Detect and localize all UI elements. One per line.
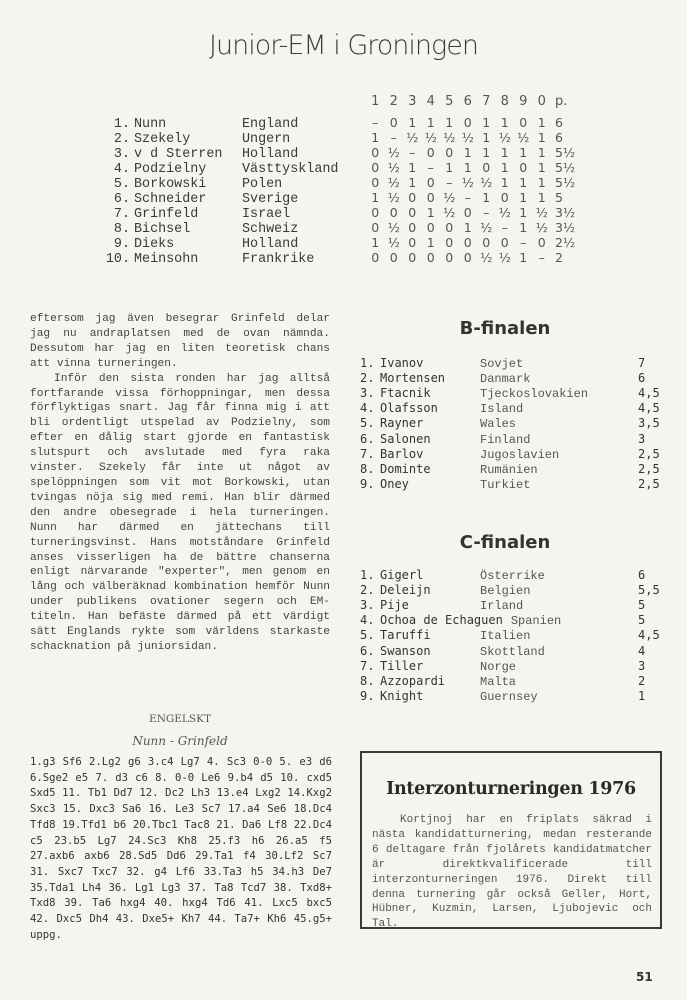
crosstable-column-header: 0 xyxy=(537,94,546,109)
final-country: Rumänien xyxy=(480,462,538,477)
final-rank: 4. xyxy=(360,401,375,416)
result-cell: 1 xyxy=(500,160,509,175)
player-points: 5½ xyxy=(555,160,576,175)
result-cell: ½ xyxy=(535,220,548,235)
result-cell: 1 xyxy=(519,220,528,235)
result-cell: 0 xyxy=(445,145,454,160)
article-paragraph: eftersom jag även besegrar Grinfeld delar jag nu andraplatsen med de ovan nämnda. Dessutom har jag en liten teoretisk chans att vinna turneringen. xyxy=(30,313,330,370)
result-cell: – xyxy=(483,205,490,220)
crosstable-row xyxy=(104,190,563,207)
final-country: Danmark xyxy=(480,372,531,387)
result-cell: 1 xyxy=(445,160,454,175)
crosstable-points-header: p. xyxy=(555,94,568,109)
player-name: Szekely xyxy=(134,132,191,147)
result-cell: – xyxy=(538,250,545,265)
final-row xyxy=(360,583,660,598)
final-rank: 3. xyxy=(360,386,375,401)
final-name: Ftacnik xyxy=(380,386,431,401)
final-country: Wales xyxy=(480,417,517,432)
final-name: Gigerl xyxy=(380,568,424,582)
final-name: Swanson xyxy=(380,643,431,658)
crosstable-column-header: 2 xyxy=(389,94,398,109)
player-name: Podzielny xyxy=(134,162,207,177)
final-name: Olafsson xyxy=(380,401,438,416)
result-cell: 1 xyxy=(519,205,528,220)
result-cell: – xyxy=(464,190,471,205)
result-cell: 1 xyxy=(371,130,380,145)
final-country: Irland xyxy=(480,599,524,614)
c-final-title: C-finalen xyxy=(459,532,551,553)
player-points: 2 xyxy=(555,250,563,265)
player-name: Borkowski xyxy=(134,177,207,192)
result-cell: 0 xyxy=(426,220,435,235)
final-rank: 3. xyxy=(360,598,375,613)
final-country: Norge xyxy=(480,659,517,674)
result-cells xyxy=(366,190,595,205)
result-cell: 0 xyxy=(426,190,435,205)
result-cell: 1 xyxy=(482,130,491,145)
result-cell: 1 xyxy=(482,190,491,205)
player-points: 5½ xyxy=(555,145,576,160)
final-name: Rayner xyxy=(380,416,424,431)
final-country: Finland xyxy=(480,432,531,447)
final-points: 2,5 xyxy=(638,461,660,476)
player-rank: 5. xyxy=(113,177,130,192)
final-name: Pije xyxy=(380,598,409,613)
result-cells xyxy=(366,130,595,145)
result-cell: ½ xyxy=(517,130,530,145)
result-cell: 1 xyxy=(371,235,380,250)
player-rank: 7. xyxy=(113,207,130,222)
final-country: Island xyxy=(480,402,524,417)
final-country: Belgien xyxy=(480,584,531,599)
result-cell: 1 xyxy=(463,145,472,160)
result-cell: 0 xyxy=(426,145,435,160)
game-players: Nunn - Grinfeld xyxy=(132,734,228,748)
final-row xyxy=(360,613,660,628)
player-country: Holland xyxy=(242,237,299,252)
final-country: Jugoslavien xyxy=(480,447,560,462)
player-country: England xyxy=(242,117,299,132)
result-cell: 0 xyxy=(426,250,435,265)
final-row xyxy=(360,386,660,401)
interzone-text xyxy=(372,813,652,932)
result-cell: ½ xyxy=(424,130,437,145)
result-cell: 1 xyxy=(463,160,472,175)
player-name: Dieks xyxy=(134,237,175,252)
final-name: Knight xyxy=(380,688,424,703)
final-country: Spanien xyxy=(510,614,562,629)
result-cells xyxy=(366,205,595,220)
player-rank: 6. xyxy=(113,192,130,207)
result-cell: 0 xyxy=(445,220,454,235)
final-row xyxy=(360,432,660,447)
result-cell: 1 xyxy=(537,190,546,205)
final-row xyxy=(360,416,660,431)
player-points: 6 xyxy=(555,130,563,145)
final-row xyxy=(360,462,660,477)
player-rank: 9. xyxy=(113,237,130,252)
player-rank: 4. xyxy=(113,162,130,177)
final-points: 4,5 xyxy=(638,401,660,416)
final-country: Österrike xyxy=(480,569,545,583)
result-cell: 0 xyxy=(371,160,380,175)
result-cell: 1 xyxy=(426,205,435,220)
result-cell: 1 xyxy=(408,115,417,130)
final-row xyxy=(360,477,660,492)
crosstable-row xyxy=(104,145,576,162)
player-country: Sverige xyxy=(242,192,299,207)
result-cell: ½ xyxy=(480,175,493,190)
player-name: Schneider xyxy=(134,192,207,207)
final-rank: 6. xyxy=(360,431,375,446)
result-cell: 0 xyxy=(371,175,380,190)
player-country: Israel xyxy=(242,207,291,222)
result-cell: 1 xyxy=(408,175,417,190)
crosstable-row xyxy=(104,205,576,222)
result-cell: ½ xyxy=(535,205,548,220)
player-rank: 1. xyxy=(113,117,130,132)
result-cell: 1 xyxy=(537,175,546,190)
final-row xyxy=(360,598,660,613)
final-points: 3 xyxy=(638,658,646,673)
player-points: 3½ xyxy=(555,220,576,235)
final-row xyxy=(360,674,660,689)
crosstable-column-header: 8 xyxy=(500,94,509,109)
final-name: Oney xyxy=(380,476,409,491)
result-cell: 0 xyxy=(519,115,528,130)
result-cells xyxy=(366,235,595,250)
crosstable-row xyxy=(104,115,563,132)
final-name: Dominte xyxy=(380,461,431,476)
final-points: 7 xyxy=(638,356,646,370)
result-cell: – xyxy=(520,235,527,250)
crosstable-row xyxy=(104,160,576,177)
result-cell: 0 xyxy=(463,235,472,250)
crosstable-column-header: 7 xyxy=(482,94,491,109)
player-rank: 10. xyxy=(105,252,130,267)
result-cell: 1 xyxy=(537,130,546,145)
result-cell: ½ xyxy=(480,220,493,235)
player-name: Meinsohn xyxy=(134,252,199,267)
result-cell: ½ xyxy=(498,250,511,265)
result-cells xyxy=(366,250,595,265)
final-points: 6 xyxy=(638,568,646,582)
final-country: Sovjet xyxy=(480,357,524,371)
article-body xyxy=(30,312,330,655)
result-cell: 0 xyxy=(500,190,509,205)
final-points: 6 xyxy=(638,371,646,386)
crosstable-row xyxy=(104,130,563,147)
final-country: Malta xyxy=(480,674,517,689)
result-cell: ½ xyxy=(443,190,456,205)
result-cell: 1 xyxy=(482,115,491,130)
result-cell: ½ xyxy=(387,220,400,235)
result-cell: 0 xyxy=(389,250,398,265)
final-rank: 4. xyxy=(360,613,375,628)
final-points: 3,5 xyxy=(638,416,660,431)
result-cell: ½ xyxy=(461,175,474,190)
result-cell: 0 xyxy=(371,250,380,265)
final-rank: 5. xyxy=(360,416,375,431)
result-cell: – xyxy=(372,115,379,130)
player-country: Ungern xyxy=(242,132,291,147)
result-cell: 1 xyxy=(500,175,509,190)
result-cell: ½ xyxy=(461,130,474,145)
player-country: Holland xyxy=(242,147,299,162)
game-opening: ENGELSKT xyxy=(149,713,211,725)
result-cell: – xyxy=(427,160,434,175)
result-cell: 1 xyxy=(445,115,454,130)
final-country: Skottland xyxy=(480,644,545,659)
final-points: 2,5 xyxy=(638,476,660,491)
final-row xyxy=(360,447,660,462)
crosstable-row xyxy=(104,175,576,192)
final-points: 4,5 xyxy=(638,386,660,401)
final-rank: 8. xyxy=(360,461,375,476)
interzone-box xyxy=(360,751,662,929)
result-cell: 1 xyxy=(482,145,491,160)
result-cell: 1 xyxy=(537,115,546,130)
b-final-title: B-finalen xyxy=(459,318,551,339)
result-cell: – xyxy=(390,130,397,145)
final-name: Azzopardi xyxy=(380,673,446,688)
player-points: 5½ xyxy=(555,175,576,190)
final-rank: 2. xyxy=(360,371,375,386)
final-rank: 9. xyxy=(360,688,375,703)
final-name: Tiller xyxy=(380,658,424,673)
result-cell: – xyxy=(446,175,453,190)
interzone-paragraph: Kortjnoj har en friplats säkrad i nästa kandidatturnering, medan resterande 6 deltagare från fjolårets kandidatmatcher är direktkvalificerade till interzonturneringen 1976. Direkt till denna turnering går också Geller, Hort, Hübner, Kuzmin, Larsen, Ljubojevic och Tal. xyxy=(372,814,652,931)
final-country: Turkiet xyxy=(480,477,531,492)
page-number: 51 xyxy=(636,970,653,984)
final-rank: 1. xyxy=(360,568,375,582)
result-cell: ½ xyxy=(498,130,511,145)
crosstable-row xyxy=(104,250,563,267)
crosstable-column-header: 1 xyxy=(371,94,380,109)
player-points: 2½ xyxy=(555,235,576,250)
result-cell: 0 xyxy=(408,190,417,205)
final-name: Barlov xyxy=(380,446,424,461)
player-name: v d Sterren xyxy=(134,147,223,162)
final-row xyxy=(360,689,660,704)
crosstable-column-header: 6 xyxy=(463,94,472,109)
final-points: 5 xyxy=(638,598,646,613)
player-country: Västtyskland xyxy=(242,162,339,177)
crosstable-column-header: 4 xyxy=(426,94,435,109)
result-cell: 0 xyxy=(482,235,491,250)
final-rank: 6. xyxy=(360,643,375,658)
result-cells xyxy=(366,175,595,190)
final-rank: 5. xyxy=(360,628,375,643)
result-cell: 0 xyxy=(426,175,435,190)
result-cells xyxy=(366,115,595,130)
result-cell: 1 xyxy=(426,115,435,130)
final-country: Tjeckoslovakien xyxy=(480,387,589,402)
final-name: Mortensen xyxy=(380,371,446,386)
final-row xyxy=(360,568,660,583)
result-cell: 0 xyxy=(482,160,491,175)
result-cell: 1 xyxy=(463,220,472,235)
player-country: Frankrike xyxy=(242,252,315,267)
game-moves: 1.g3 Sf6 2.Lg2 g6 3.c4 Lg7 4. Sc3 0-0 5. e3 d6 6.Sge2 e5 7. d3 c6 8. 0-0 Le6 9.b4 d5 10. cxd5 Sxd5 11. Tb1 Dd7 12. Dc2 Lh3 13.e4 Lxg2 14.Kxg2 Sxc3 15. Dxc3 Sa6 16. Le3 Sc7 17.a4 Se6 18.Dc4 Tfd8 19.Tfd1 b6 20.Tbc1 Tac8 21. Da6 Lf8 22.Dc4 c5 23.b5 Lg7 24.Sc3 Kh8 25.f3 h6 26.a5 f5 27.axb6 axb6 28.Sd5 Dd6 29.Ta1 f4 30.Lf2 Sc7 31. Sxc7 Txc7 32. g4 Lf6 33.Ta3 h5 34.h3 De7 35.Tda1 Lh4 36. Lg1 Lg3 37. Ta8 Tcd7 38. Txd8+ Txd8 39. Ta6 hxg4 40. hxg4 Td6 41. Lxc5 bxc5 42. Dxc5 Dh4 43. Dxe5+ Kh7 44. Ta7+ Kh6 45.g5+ uppg. xyxy=(30,756,332,941)
result-cells xyxy=(366,220,595,235)
player-name: Bichsel xyxy=(134,222,191,237)
result-cell: 1 xyxy=(519,250,528,265)
result-cell: ½ xyxy=(387,175,400,190)
final-country: Guernsey xyxy=(480,689,538,704)
final-row xyxy=(360,644,660,659)
crosstable-row xyxy=(104,220,576,237)
final-rank: 7. xyxy=(360,446,375,461)
crosstable-row xyxy=(104,235,576,252)
result-cell: 0 xyxy=(463,205,472,220)
result-cell: 0 xyxy=(463,250,472,265)
final-row xyxy=(360,371,660,386)
player-name: Nunn xyxy=(134,117,167,132)
final-points: 4,5 xyxy=(638,628,660,643)
result-cell: – xyxy=(501,220,508,235)
final-points: 5 xyxy=(638,613,646,628)
player-rank: 8. xyxy=(113,222,130,237)
player-rank: 3. xyxy=(113,147,130,162)
player-name: Grinfeld xyxy=(134,207,199,222)
result-cell: ½ xyxy=(480,250,493,265)
final-rank: 8. xyxy=(360,673,375,688)
final-name: Ivanov xyxy=(380,356,424,370)
result-cell: 0 xyxy=(371,145,380,160)
result-cell: 0 xyxy=(537,235,546,250)
player-rank: 2. xyxy=(113,132,130,147)
result-cells xyxy=(366,145,595,160)
result-cell: 0 xyxy=(389,115,398,130)
result-cell: 0 xyxy=(371,205,380,220)
final-name: Taruffi xyxy=(380,628,431,643)
result-cell: 0 xyxy=(371,220,380,235)
result-cell: ½ xyxy=(498,205,511,220)
crosstable-column-header: 9 xyxy=(519,94,528,109)
result-cell: ½ xyxy=(387,160,400,175)
final-row xyxy=(360,659,660,674)
result-cell: 0 xyxy=(408,235,417,250)
crosstable-column-header: 3 xyxy=(408,94,417,109)
interzone-title: Interzonturneringen 1976 xyxy=(386,779,636,799)
result-cell: 0 xyxy=(445,235,454,250)
final-points: 5,5 xyxy=(638,583,660,598)
final-points: 2 xyxy=(638,673,646,688)
result-cell: 1 xyxy=(500,115,509,130)
result-cell: 0 xyxy=(500,235,509,250)
result-cell: 0 xyxy=(463,115,472,130)
final-rank: 2. xyxy=(360,583,375,598)
result-cell: ½ xyxy=(387,190,400,205)
result-cell: – xyxy=(409,145,416,160)
player-country: Schweiz xyxy=(242,222,299,237)
page-title: Junior-EM i Groningen xyxy=(209,30,478,61)
final-points: 1 xyxy=(638,688,646,703)
final-points: 2,5 xyxy=(638,446,660,461)
result-cell: 1 xyxy=(408,160,417,175)
result-cell: 0 xyxy=(519,160,528,175)
player-points: 6 xyxy=(555,115,563,130)
crosstable-column-header: 5 xyxy=(445,94,454,109)
result-cell: 0 xyxy=(408,250,417,265)
result-cell: ½ xyxy=(406,130,419,145)
player-points: 3½ xyxy=(555,205,576,220)
result-cell: 0 xyxy=(389,205,398,220)
final-name: Deleijn xyxy=(380,583,431,598)
result-cell: ½ xyxy=(443,205,456,220)
player-country: Polen xyxy=(242,177,283,192)
crosstable-header xyxy=(366,94,595,109)
result-cell: 0 xyxy=(408,205,417,220)
final-name: Salonen xyxy=(380,431,431,446)
final-name: Ochoa de Echaguen xyxy=(380,613,503,628)
result-cell: ½ xyxy=(387,235,400,250)
final-row xyxy=(360,628,660,643)
final-rank: 7. xyxy=(360,658,375,673)
result-cell: ½ xyxy=(443,130,456,145)
result-cell: 1 xyxy=(519,175,528,190)
result-cell: 0 xyxy=(408,220,417,235)
final-row xyxy=(360,356,660,371)
result-cell: 1 xyxy=(537,160,546,175)
final-country: Italien xyxy=(480,629,531,644)
result-cell: 1 xyxy=(519,190,528,205)
result-cell: 1 xyxy=(426,235,435,250)
player-points: 5 xyxy=(555,190,563,205)
result-cell: 1 xyxy=(537,145,546,160)
final-row xyxy=(360,401,660,416)
result-cells xyxy=(366,160,595,175)
result-cell: 1 xyxy=(500,145,509,160)
result-cell: 1 xyxy=(519,145,528,160)
result-cell: 1 xyxy=(371,190,380,205)
final-points: 3 xyxy=(638,431,646,446)
result-cell: 0 xyxy=(445,250,454,265)
article-paragraph: Inför den sista ronden har jag alltså fortfarande vissa förhoppningar, men dessa förflyktigas snart. Jag får finna mig i att bli ordentligt utspelad av Podzielny, som efter en dålig start gjorde en fantastisk slutspurt och avslutade med fyra raka vinster. Szekely får inte ut något av spelöppningen som vit mot Borkowski, utan tvingas nöja sig med remi. Han blir därmed den andre obesegrade i hela turneringen. Nunn har därmed en jättechans till turneringsvinst. Hans motståndare Grinfeld anses visserligen ha de bättre chanserna enligt närvarande "experter", men genom en lång och välberäknad kombination hemför Nunn under publikens ovationer segern och EM-titeln. Han befäste därmed på ett värdigt sätt Englands rykte som världens starkaste schacknation på juniorsidan. xyxy=(30,372,330,653)
result-cell: ½ xyxy=(387,145,400,160)
final-rank: 1. xyxy=(360,356,375,370)
final-points: 4 xyxy=(638,643,646,658)
final-rank: 9. xyxy=(360,476,375,491)
